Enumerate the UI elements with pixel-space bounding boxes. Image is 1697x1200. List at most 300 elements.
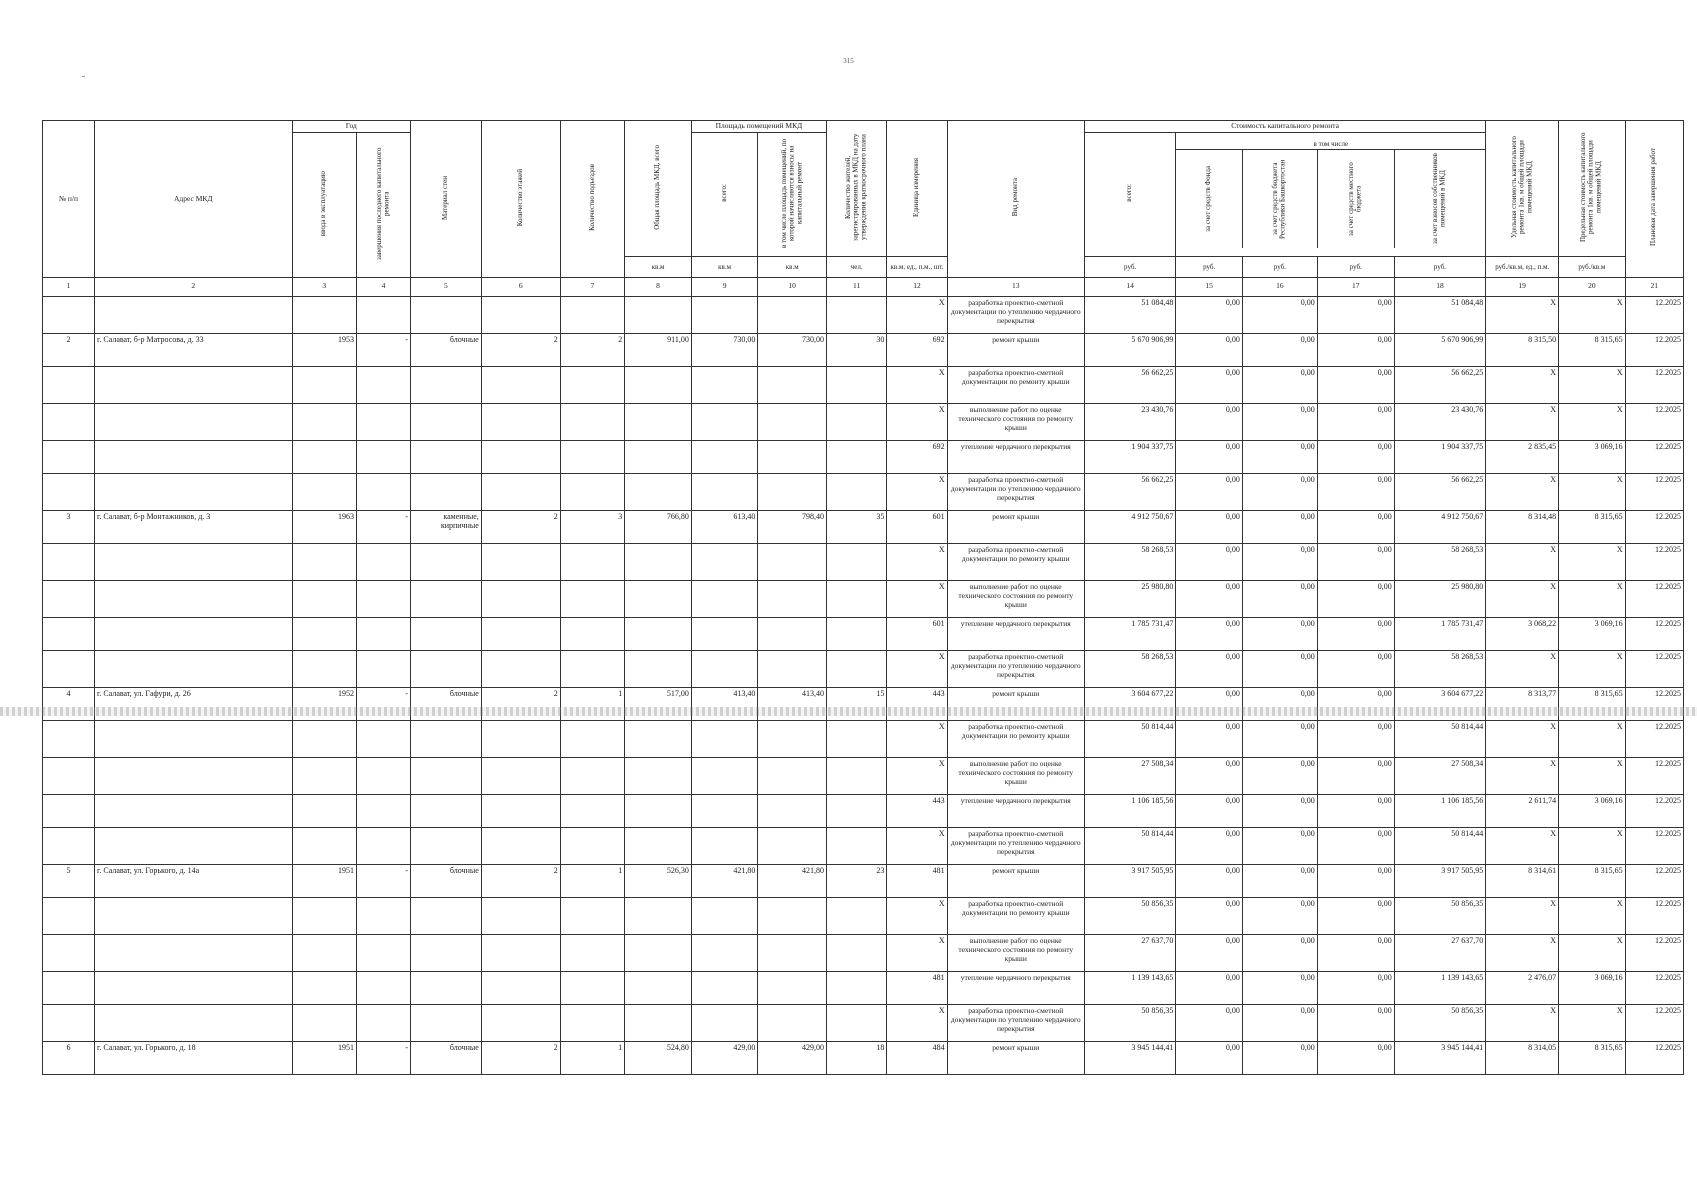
- area-owned-cell: [758, 543, 827, 580]
- wall-material-cell: [411, 617, 482, 650]
- total-area-cell: [625, 543, 692, 580]
- cost-fund-cell: 0,00: [1176, 440, 1243, 473]
- header-total-area: Общая площадь МКД, всего: [625, 121, 692, 257]
- total-area-cell: [625, 650, 692, 687]
- column-number: 6: [481, 277, 560, 296]
- table-row: [43, 440, 1684, 473]
- row-number: [43, 296, 95, 333]
- cost-total-cell: 27 637,70: [1084, 934, 1176, 971]
- area-owned-cell: [758, 473, 827, 510]
- year-built-cell: 1951: [292, 864, 356, 897]
- unit-cost-cell: X: [1486, 757, 1559, 794]
- cost-total-cell: 1 785 731,47: [1084, 617, 1176, 650]
- limit-cost-cell: 8 315,65: [1559, 333, 1626, 366]
- residents-cell: [827, 650, 887, 687]
- row-number: [43, 934, 95, 971]
- cost-budget-cell: 0,00: [1242, 971, 1317, 1004]
- cost-local-cell: 0,00: [1317, 757, 1394, 794]
- unit-cost-cell: X: [1486, 580, 1559, 617]
- area-all-cell: [691, 296, 758, 333]
- cost-total-cell: 50 856,35: [1084, 897, 1176, 934]
- cost-fund-cell: 0,00: [1176, 757, 1243, 794]
- column-number: 3: [292, 277, 356, 296]
- repair-type-cell: выполнение работ по оценке технического состояния по ремонту крыши: [947, 580, 1084, 617]
- row-number: [43, 473, 95, 510]
- header-num: № п/п: [43, 121, 95, 278]
- wall-material-cell: [411, 1004, 482, 1041]
- repair-type-cell: разработка проектно-сметной документации по утеплению чердачного перекрытия: [947, 650, 1084, 687]
- unit-cell: X: [887, 543, 947, 580]
- entrances-cell: [560, 1004, 624, 1041]
- header-year-last-repair: завершения последнего капитального ремонта: [357, 133, 411, 278]
- cost-local-cell: 0,00: [1317, 366, 1394, 403]
- cost-local-cell: 0,00: [1317, 440, 1394, 473]
- entrances-cell: [560, 440, 624, 473]
- cost-owners-cell: 1 106 185,56: [1394, 794, 1486, 827]
- page-number: 315: [843, 57, 854, 65]
- repair-plan-table: [42, 120, 1684, 1075]
- entrances-cell: 1: [560, 1041, 624, 1074]
- year-repair-cell: -: [357, 864, 411, 897]
- planned-date-cell: 12.2025: [1625, 510, 1683, 543]
- header-year-built: ввода в эксплуатацию: [292, 133, 356, 278]
- row-number: [43, 971, 95, 1004]
- cost-fund-cell: 0,00: [1176, 934, 1243, 971]
- unit-cell: 481: [887, 864, 947, 897]
- entrances-cell: [560, 403, 624, 440]
- unit-cost-cell: 8 314,48: [1486, 510, 1559, 543]
- cost-total-cell: 4 912 750,67: [1084, 510, 1176, 543]
- column-number: 1: [43, 277, 95, 296]
- wall-material-cell: [411, 794, 482, 827]
- area-owned-cell: [758, 720, 827, 757]
- header-wall-material: Материал стен: [411, 121, 482, 278]
- cost-owners-cell: 5 670 906,99: [1394, 333, 1486, 366]
- year-repair-cell: [357, 897, 411, 934]
- table-row: [43, 757, 1684, 794]
- area-all-cell: [691, 934, 758, 971]
- area-owned-cell: [758, 366, 827, 403]
- row-number: [43, 403, 95, 440]
- entrances-cell: [560, 897, 624, 934]
- total-area-cell: 766,80: [625, 510, 692, 543]
- cost-owners-cell: 27 637,70: [1394, 934, 1486, 971]
- entrances-cell: [560, 366, 624, 403]
- year-repair-cell: [357, 934, 411, 971]
- year-built-cell: 1952: [292, 687, 356, 720]
- unit-cell: 692: [887, 333, 947, 366]
- row-number: 2: [43, 333, 95, 366]
- cost-total-cell: 5 670 906,99: [1084, 333, 1176, 366]
- cost-owners-cell: 50 856,35: [1394, 897, 1486, 934]
- cost-local-cell: 0,00: [1317, 617, 1394, 650]
- wall-material-cell: [411, 720, 482, 757]
- year-repair-cell: -: [357, 1041, 411, 1074]
- cost-total-cell: 58 268,53: [1084, 543, 1176, 580]
- year-built-cell: [292, 543, 356, 580]
- table-row: [43, 580, 1684, 617]
- unit-cost-local: руб.: [1317, 256, 1394, 277]
- total-area-cell: [625, 617, 692, 650]
- repair-type-cell: ремонт крыши: [947, 687, 1084, 720]
- cost-budget-cell: 0,00: [1242, 720, 1317, 757]
- total-area-cell: [625, 440, 692, 473]
- area-owned-cell: [758, 827, 827, 864]
- cost-owners-cell: 1 139 143,65: [1394, 971, 1486, 1004]
- year-repair-cell: -: [357, 687, 411, 720]
- year-built-cell: [292, 720, 356, 757]
- cost-budget-cell: 0,00: [1242, 296, 1317, 333]
- repair-type-cell: разработка проектно-сметной документации по утеплению чердачного перекрытия: [947, 1004, 1084, 1041]
- year-repair-cell: [357, 366, 411, 403]
- unit-cell: X: [887, 757, 947, 794]
- residents-cell: [827, 720, 887, 757]
- address-cell: г. Салават, ул. Гафури, д. 26: [94, 687, 292, 720]
- header-cost-fund: за счет средств Фонда: [1176, 150, 1243, 248]
- area-all-cell: [691, 794, 758, 827]
- table-row: [43, 794, 1684, 827]
- floors-cell: [481, 650, 560, 687]
- column-number: 10: [758, 277, 827, 296]
- unit-cell: 601: [887, 617, 947, 650]
- entrances-cell: [560, 617, 624, 650]
- unit-cost-cell: X: [1486, 650, 1559, 687]
- residents-cell: [827, 897, 887, 934]
- cost-owners-cell: 1 785 731,47: [1394, 617, 1486, 650]
- year-built-cell: [292, 757, 356, 794]
- cost-total-cell: 58 268,53: [1084, 650, 1176, 687]
- row-number: [43, 827, 95, 864]
- wall-material-cell: [411, 757, 482, 794]
- column-number: 15: [1176, 277, 1243, 296]
- residents-cell: [827, 440, 887, 473]
- area-all-cell: [691, 650, 758, 687]
- cost-local-cell: 0,00: [1317, 794, 1394, 827]
- floors-cell: [481, 720, 560, 757]
- row-number: [43, 1004, 95, 1041]
- planned-date-cell: 12.2025: [1625, 333, 1683, 366]
- limit-cost-cell: 8 315,65: [1559, 864, 1626, 897]
- area-all-cell: 413,40: [691, 687, 758, 720]
- cost-budget-cell: 0,00: [1242, 473, 1317, 510]
- unit-cell: 601: [887, 510, 947, 543]
- table-row: [43, 510, 1684, 543]
- floors-cell: 2: [481, 864, 560, 897]
- table-row: [43, 1041, 1684, 1074]
- cost-fund-cell: 0,00: [1176, 510, 1243, 543]
- cost-total-cell: 1 904 337,75: [1084, 440, 1176, 473]
- unit-cell: X: [887, 366, 947, 403]
- year-repair-cell: [357, 440, 411, 473]
- address-cell: [94, 1004, 292, 1041]
- address-cell: [94, 650, 292, 687]
- column-number: 14: [1084, 277, 1176, 296]
- unit-cost-cell: 3 068,22: [1486, 617, 1559, 650]
- wall-material-cell: [411, 366, 482, 403]
- unit-cell: 692: [887, 440, 947, 473]
- header-area-group: Площадь помещений МКД: [691, 121, 826, 133]
- year-built-cell: [292, 580, 356, 617]
- area-owned-cell: 421,80: [758, 864, 827, 897]
- limit-cost-cell: X: [1559, 296, 1626, 333]
- column-number: 8: [625, 277, 692, 296]
- unit-cost-cell: X: [1486, 1004, 1559, 1041]
- header-incl-label: в том числе: [1176, 140, 1485, 150]
- wall-material-cell: [411, 296, 482, 333]
- limit-cost-cell: X: [1559, 757, 1626, 794]
- floors-cell: [481, 580, 560, 617]
- unit-limit-cost: руб./кв.м: [1559, 256, 1626, 277]
- unit-cost-cell: 8 315,50: [1486, 333, 1559, 366]
- unit-area-all: кв.м: [691, 256, 758, 277]
- floors-cell: 2: [481, 687, 560, 720]
- area-all-cell: [691, 543, 758, 580]
- entrances-cell: [560, 757, 624, 794]
- total-area-cell: [625, 934, 692, 971]
- header-unit-cost: Удельная стоимость капитального ремонта 1кв. м общей площади помещений МКД: [1486, 121, 1559, 257]
- entrances-cell: [560, 934, 624, 971]
- unit-cell: X: [887, 827, 947, 864]
- unit-cost-cell: 8 313,77: [1486, 687, 1559, 720]
- residents-cell: [827, 794, 887, 827]
- unit-cost-cell: X: [1486, 934, 1559, 971]
- cost-local-cell: 0,00: [1317, 543, 1394, 580]
- total-area-cell: 517,00: [625, 687, 692, 720]
- area-owned-cell: 429,00: [758, 1041, 827, 1074]
- planned-date-cell: 12.2025: [1625, 580, 1683, 617]
- area-owned-cell: [758, 580, 827, 617]
- entrances-cell: 2: [560, 333, 624, 366]
- wall-material-cell: каменные, кирпичные: [411, 510, 482, 543]
- total-area-cell: 524,80: [625, 1041, 692, 1074]
- planned-date-cell: 12.2025: [1625, 366, 1683, 403]
- table-row: [43, 971, 1684, 1004]
- address-cell: г. Салават, ул. Горького, д. 18: [94, 1041, 292, 1074]
- cost-local-cell: 0,00: [1317, 333, 1394, 366]
- limit-cost-cell: X: [1559, 580, 1626, 617]
- year-built-cell: [292, 296, 356, 333]
- unit-cost-cell: X: [1486, 473, 1559, 510]
- unit-cell: 484: [887, 1041, 947, 1074]
- unit-cell: 443: [887, 687, 947, 720]
- planned-date-cell: 12.2025: [1625, 864, 1683, 897]
- year-repair-cell: -: [357, 510, 411, 543]
- area-owned-cell: [758, 757, 827, 794]
- cost-total-cell: 25 980,80: [1084, 580, 1176, 617]
- floors-cell: 2: [481, 1041, 560, 1074]
- unit-cell: X: [887, 934, 947, 971]
- floors-cell: [481, 971, 560, 1004]
- area-all-cell: [691, 403, 758, 440]
- area-owned-cell: 798,40: [758, 510, 827, 543]
- table-row: [43, 543, 1684, 580]
- header-area-all: всего:: [691, 133, 758, 257]
- cost-local-cell: 0,00: [1317, 473, 1394, 510]
- unit-cost-cell: 8 314,61: [1486, 864, 1559, 897]
- address-cell: [94, 934, 292, 971]
- repair-type-cell: ремонт крыши: [947, 1041, 1084, 1074]
- unit-cost-cell: 2 835,45: [1486, 440, 1559, 473]
- unit-residents: чел.: [827, 256, 887, 277]
- total-area-cell: [625, 473, 692, 510]
- entrances-cell: 1: [560, 864, 624, 897]
- address-cell: [94, 580, 292, 617]
- total-area-cell: [625, 296, 692, 333]
- year-repair-cell: [357, 757, 411, 794]
- cost-fund-cell: 0,00: [1176, 827, 1243, 864]
- limit-cost-cell: X: [1559, 366, 1626, 403]
- year-built-cell: [292, 1004, 356, 1041]
- limit-cost-cell: 3 069,16: [1559, 794, 1626, 827]
- cost-local-cell: 0,00: [1317, 296, 1394, 333]
- column-number: 11: [827, 277, 887, 296]
- total-area-cell: [625, 757, 692, 794]
- column-number: 18: [1394, 277, 1486, 296]
- wall-material-cell: [411, 971, 482, 1004]
- row-number: [43, 366, 95, 403]
- cost-local-cell: 0,00: [1317, 934, 1394, 971]
- total-area-cell: [625, 971, 692, 1004]
- row-number: 6: [43, 1041, 95, 1074]
- table-row: [43, 720, 1684, 757]
- cost-fund-cell: 0,00: [1176, 864, 1243, 897]
- repair-type-cell: выполнение работ по оценке технического состояния по ремонту крыши: [947, 757, 1084, 794]
- cost-owners-cell: 1 904 337,75: [1394, 440, 1486, 473]
- cost-fund-cell: 0,00: [1176, 473, 1243, 510]
- row-number: [43, 897, 95, 934]
- cost-budget-cell: 0,00: [1242, 650, 1317, 687]
- table-row: [43, 864, 1684, 897]
- residents-cell: [827, 296, 887, 333]
- header-floors: Количество этажей: [481, 121, 560, 278]
- table-row: [43, 473, 1684, 510]
- unit-cost-cell: X: [1486, 403, 1559, 440]
- repair-type-cell: ремонт крыши: [947, 333, 1084, 366]
- year-built-cell: [292, 827, 356, 864]
- row-number: [43, 617, 95, 650]
- area-owned-cell: [758, 897, 827, 934]
- table-row: [43, 296, 1684, 333]
- cost-fund-cell: 0,00: [1176, 897, 1243, 934]
- limit-cost-cell: X: [1559, 720, 1626, 757]
- year-built-cell: 1951: [292, 1041, 356, 1074]
- row-number: [43, 650, 95, 687]
- scan-speck: [82, 76, 85, 77]
- address-cell: [94, 440, 292, 473]
- area-owned-cell: [758, 296, 827, 333]
- area-owned-cell: [758, 934, 827, 971]
- cost-fund-cell: 0,00: [1176, 333, 1243, 366]
- year-built-cell: [292, 366, 356, 403]
- year-repair-cell: [357, 580, 411, 617]
- cost-total-cell: 56 662,25: [1084, 366, 1176, 403]
- row-number: [43, 757, 95, 794]
- cost-total-cell: 27 508,34: [1084, 757, 1176, 794]
- cost-fund-cell: 0,00: [1176, 1004, 1243, 1041]
- cost-owners-cell: 51 084,48: [1394, 296, 1486, 333]
- wall-material-cell: [411, 403, 482, 440]
- repair-type-cell: утепление чердачного перекрытия: [947, 971, 1084, 1004]
- entrances-cell: [560, 794, 624, 827]
- cost-total-cell: 3 604 677,22: [1084, 687, 1176, 720]
- total-area-cell: [625, 403, 692, 440]
- repair-type-cell: утепление чердачного перекрытия: [947, 794, 1084, 827]
- year-built-cell: [292, 617, 356, 650]
- header-address: Адрес МКД: [94, 121, 292, 278]
- cost-owners-cell: 25 980,80: [1394, 580, 1486, 617]
- residents-cell: [827, 580, 887, 617]
- cost-budget-cell: 0,00: [1242, 543, 1317, 580]
- year-built-cell: 1953: [292, 333, 356, 366]
- table-row: [43, 333, 1684, 366]
- cost-fund-cell: 0,00: [1176, 1041, 1243, 1074]
- entrances-cell: [560, 543, 624, 580]
- table-row: [43, 366, 1684, 403]
- cost-owners-cell: 3 945 144,41: [1394, 1041, 1486, 1074]
- header-incl-group: [1176, 133, 1486, 257]
- scan-artifact-band: [0, 707, 1697, 716]
- limit-cost-cell: 3 069,16: [1559, 617, 1626, 650]
- area-owned-cell: [758, 617, 827, 650]
- limit-cost-cell: X: [1559, 934, 1626, 971]
- year-repair-cell: [357, 1004, 411, 1041]
- entrances-cell: [560, 971, 624, 1004]
- cost-budget-cell: 0,00: [1242, 1041, 1317, 1074]
- residents-cell: [827, 473, 887, 510]
- column-number: 19: [1486, 277, 1559, 296]
- planned-date-cell: 12.2025: [1625, 794, 1683, 827]
- year-built-cell: [292, 897, 356, 934]
- area-owned-cell: [758, 440, 827, 473]
- table-row: [43, 617, 1684, 650]
- repair-type-cell: разработка проектно-сметной документации по ремонту крыши: [947, 366, 1084, 403]
- unit-cost-owners: руб.: [1394, 256, 1486, 277]
- area-all-cell: [691, 1004, 758, 1041]
- floors-cell: 2: [481, 510, 560, 543]
- floors-cell: [481, 296, 560, 333]
- planned-date-cell: 12.2025: [1625, 473, 1683, 510]
- table-row: [43, 897, 1684, 934]
- wall-material-cell: блочные: [411, 333, 482, 366]
- area-all-cell: 613,40: [691, 510, 758, 543]
- cost-budget-cell: 0,00: [1242, 580, 1317, 617]
- area-all-cell: [691, 720, 758, 757]
- residents-cell: [827, 617, 887, 650]
- area-all-cell: [691, 440, 758, 473]
- address-cell: [94, 366, 292, 403]
- residents-cell: [827, 366, 887, 403]
- cost-fund-cell: 0,00: [1176, 296, 1243, 333]
- cost-local-cell: 0,00: [1317, 687, 1394, 720]
- row-number: [43, 543, 95, 580]
- cost-owners-cell: 3 604 677,22: [1394, 687, 1486, 720]
- wall-material-cell: [411, 827, 482, 864]
- limit-cost-cell: 3 069,16: [1559, 971, 1626, 1004]
- total-area-cell: [625, 1004, 692, 1041]
- unit-cost-cell: 2 611,74: [1486, 794, 1559, 827]
- cost-budget-cell: 0,00: [1242, 827, 1317, 864]
- header-cost-local: за счет средств местного бюджета: [1318, 150, 1395, 248]
- year-built-cell: [292, 440, 356, 473]
- column-number: 4: [357, 277, 411, 296]
- header-residents: Количество жителей, зарегистрированных в МКД на дату утверждения краткосрочного плана: [827, 121, 887, 257]
- address-cell: г. Салават, ул. Горького, д. 14а: [94, 864, 292, 897]
- table-row: [43, 934, 1684, 971]
- total-area-cell: [625, 897, 692, 934]
- entrances-cell: [560, 296, 624, 333]
- limit-cost-cell: X: [1559, 1004, 1626, 1041]
- residents-cell: [827, 543, 887, 580]
